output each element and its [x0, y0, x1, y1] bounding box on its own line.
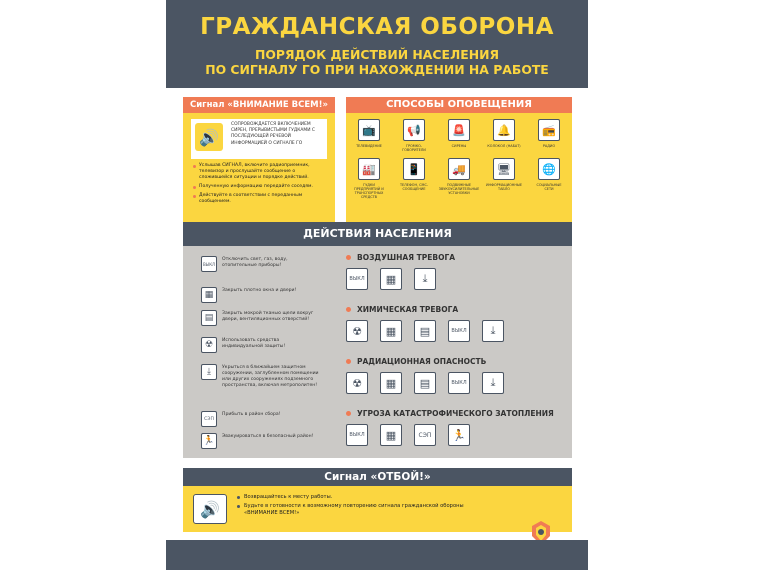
action-item	[201, 411, 321, 433]
action-item	[201, 287, 321, 310]
method-label: ГРОМКО-ГОВОРИТЕЛИ	[402, 144, 426, 152]
warning-methods-grid	[352, 119, 566, 205]
threat-title-text: УГРОЗА КАТАСТРОФИЧЕСКОГО ЗАТОПЛЕНИЯ	[357, 408, 554, 418]
method-label: СИРЕНЫ	[451, 144, 467, 148]
action-item	[201, 310, 321, 337]
window-icon: ▦	[201, 287, 217, 303]
method-label: ПОДВИЖНЫЕ ЗВУКОУСИЛИТЕЛЬНЫЕ УСТАНОВКИ	[438, 183, 480, 195]
method-item	[487, 158, 521, 199]
speaker-icon: 🔊	[193, 494, 227, 524]
loudspeaker-icon: 📢	[403, 119, 425, 141]
threat-title	[346, 252, 566, 262]
gas-mask-icon: ☢	[201, 337, 217, 353]
switch-off-icon: ВЫКЛ	[201, 256, 217, 272]
evacuate-icon: 🏃	[201, 433, 217, 449]
warning-methods-title: СПОСОБЫ ОПОВЕЩЕНИЯ	[346, 97, 572, 113]
bullet-icon	[346, 255, 351, 260]
window-icon: ▦	[380, 268, 402, 290]
siren-icon: 🚨	[448, 119, 470, 141]
method-item	[352, 158, 386, 199]
method-label: ТЕЛЕФОН, СМС-СООБЩЕНИЕ	[399, 183, 429, 191]
action-text: Использовать средства индивидуальной защиты!	[222, 338, 286, 349]
shelter-icon: ⤓	[482, 320, 504, 342]
threat-icons	[346, 268, 566, 290]
evacuate-icon: 🏃	[448, 424, 470, 446]
shelter-icon: ⤓	[414, 268, 436, 290]
seal-door-icon: ▤	[201, 310, 217, 326]
method-item	[438, 158, 480, 199]
shelter-icon: ⤓	[482, 372, 504, 394]
action-text: Укрыться в ближайшем защитном сооружении, заглубленном помещении или других сооружениях подземного пространства, включая метрополитен!	[222, 365, 319, 388]
switch-off-icon: ВЫКЛ	[346, 424, 368, 446]
method-label: СОЦИАЛЬНЫЕ СЕТИ	[536, 183, 562, 191]
action-text: Закрыть плотно окна и двери!	[222, 288, 297, 293]
threat-chemical	[346, 304, 566, 342]
action-item	[201, 433, 321, 453]
window-icon: ▦	[380, 424, 402, 446]
threat-title-text: ХИМИЧЕСКАЯ ТРЕВОГА	[357, 304, 459, 314]
threat-title-text: РАДИАЦИОННАЯ ОПАСНОСТЬ	[357, 356, 487, 366]
method-item	[532, 158, 566, 199]
poster-header	[166, 0, 588, 88]
assembly-point-icon: СЭП	[201, 411, 217, 427]
phone-icon: 📱	[403, 158, 425, 180]
truck-icon: 🚚	[448, 158, 470, 180]
threat-icons	[346, 424, 566, 446]
all-clear-instructions	[237, 494, 487, 519]
attention-signal-title: Сигнал «ВНИМАНИЕ ВСЕМ!»	[183, 97, 335, 113]
method-label: ГУДКИ ПРЕДПРИЯТИЙ И ТРАНСПОРТНЫХ СРЕДСТВ	[354, 183, 384, 199]
switch-off-icon: ВЫКЛ	[346, 268, 368, 290]
threat-title	[346, 356, 566, 366]
threat-radiation	[346, 356, 566, 394]
method-item	[487, 119, 521, 152]
poster-subtitle-line2: ПО СИГНАЛУ ГО ПРИ НАХОЖДЕНИИ НА РАБОТЕ	[205, 62, 549, 77]
action-item	[201, 337, 321, 364]
threat-flooding	[346, 408, 566, 446]
method-label: ТЕЛЕВИДЕНИЕ	[356, 144, 382, 148]
actions-panel	[183, 246, 572, 458]
list-item: Будьте в готовности к возможному повторению сигнала гражданской обороны «ВНИМАНИЕ ВСЕМ!»	[237, 503, 487, 517]
bullet-icon	[346, 411, 351, 416]
assembly-point-icon: СЭП	[414, 424, 436, 446]
method-label: РАДИО	[542, 144, 556, 148]
threat-title	[346, 304, 566, 314]
poster-subtitle-line1: ПОРЯДОК ДЕЙСТВИЙ НАСЕЛЕНИЯ	[254, 47, 499, 62]
tv-icon: 📺	[358, 119, 380, 141]
switch-off-icon: ВЫКЛ	[448, 320, 470, 342]
radio-icon: 📻	[538, 119, 560, 141]
method-item	[352, 119, 386, 152]
action-item	[201, 364, 321, 411]
gas-mask-icon: ☢	[346, 320, 368, 342]
threat-icons	[346, 372, 566, 394]
attention-description-card	[191, 119, 327, 159]
poster	[166, 0, 588, 570]
poster-footer	[166, 540, 588, 570]
attention-instructions	[193, 163, 329, 208]
window-icon: ▦	[380, 372, 402, 394]
action-item	[201, 256, 321, 287]
factory-icon: 🏭	[358, 158, 380, 180]
list-item: Действуйте в соответствии с переданным сообщением.	[193, 193, 329, 205]
bullet-icon	[346, 307, 351, 312]
window-icon: ▦	[380, 320, 402, 342]
poster-title: ГРАЖДАНСКАЯ ОБОРОНА	[200, 14, 554, 40]
threat-title	[346, 408, 566, 418]
method-item	[397, 158, 431, 199]
list-item: Полученную информацию передайте соседям.	[193, 184, 329, 190]
bell-icon: 🔔	[493, 119, 515, 141]
speaker-icon: 🔊	[195, 123, 223, 151]
action-text: Эвакуироваться в безопасный район!	[222, 434, 314, 439]
board-icon: 🖥	[493, 158, 515, 180]
seal-door-icon: ▤	[414, 320, 436, 342]
attention-signal-panel	[183, 97, 335, 235]
social-icon: 🌐	[538, 158, 560, 180]
action-text: Прибыть в район сбора!	[222, 412, 281, 417]
threat-title-text: ВОЗДУШНАЯ ТРЕВОГА	[357, 252, 456, 262]
method-label: КОЛОКОЛ (НАБАТ)	[487, 144, 521, 148]
action-text: Отключить свет, газ, воду, отопительные приборы!	[222, 257, 288, 268]
all-clear-panel	[183, 486, 572, 532]
action-text: Закрыть мокрой тканью щели вокруг двери, вентиляционных отверстий!	[222, 311, 314, 322]
threat-icons	[346, 320, 566, 342]
method-label: ИНФОРМАЦИОННЫЕ ТАБЛО	[485, 183, 523, 191]
warning-methods-panel	[346, 97, 572, 235]
seal-door-icon: ▤	[414, 372, 436, 394]
bullet-icon	[346, 359, 351, 364]
switch-off-icon: ВЫКЛ	[448, 372, 470, 394]
method-item	[532, 119, 566, 152]
gas-mask-icon: ☢	[346, 372, 368, 394]
threat-air-raid	[346, 252, 566, 290]
method-item	[397, 119, 431, 152]
list-item: Возвращайтесь к месту работы.	[237, 494, 487, 501]
all-clear-title: Сигнал «ОТБОЙ!»	[183, 468, 572, 486]
attention-description: СОПРОВОЖДАЕТСЯ ВКЛЮЧЕНИЕМ СИРЕН, ПРЕРЫВИСТЫМИ ГУДКАМИ С ПОСЛЕДУЮЩЕЙ РЕЧЕВОЙ ИНФОРМАЦИЕЙ О СИГНАЛЕ ГО	[231, 122, 315, 146]
shelter-icon: ⤓	[201, 364, 217, 380]
actions-title: ДЕЙСТВИЯ НАСЕЛЕНИЯ	[183, 222, 572, 246]
actions-list	[201, 256, 321, 453]
list-item: Услышав СИГНАЛ, включите радиоприемник, телевизор и прослушайте сообщение о сложившейся ситуации и порядке действий.	[193, 163, 329, 181]
method-item	[442, 119, 476, 152]
